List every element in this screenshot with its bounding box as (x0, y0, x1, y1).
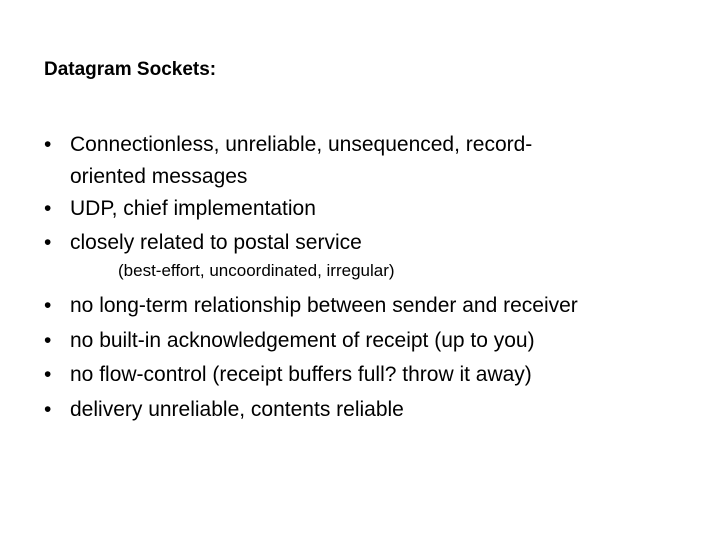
bullet-dot-icon: • (44, 197, 52, 220)
bullet-dot-icon: • (44, 363, 52, 386)
bullet-text-line: Connectionless, unreliable, unsequenced, record- (70, 133, 533, 156)
bullet-dot-icon: • (44, 133, 52, 156)
bullet-text: no flow-control (receipt buffers full? throw it away) (70, 363, 532, 386)
sub-note: (best-effort, uncoordinated, irregular) (118, 261, 395, 280)
bullet-text: UDP, chief implementation (70, 197, 316, 220)
bullet-text (70, 129, 532, 193)
bullet-text: no built-in acknowledgement of receipt (up to you) (70, 329, 535, 352)
bullet-text: closely related to postal service (70, 231, 362, 254)
bullet-text-line: oriented messages (70, 165, 248, 188)
bullet-text: delivery unreliable, contents reliable (70, 398, 404, 421)
bullet-dot-icon: • (44, 231, 52, 254)
bullet-dot-icon: • (44, 329, 52, 352)
slide-title: Datagram Sockets: (44, 59, 217, 80)
bullet-dot-icon: • (44, 294, 52, 317)
bullet-dot-icon: • (44, 398, 52, 421)
bullet-text: no long-term relationship between sender and receiver (70, 294, 578, 317)
